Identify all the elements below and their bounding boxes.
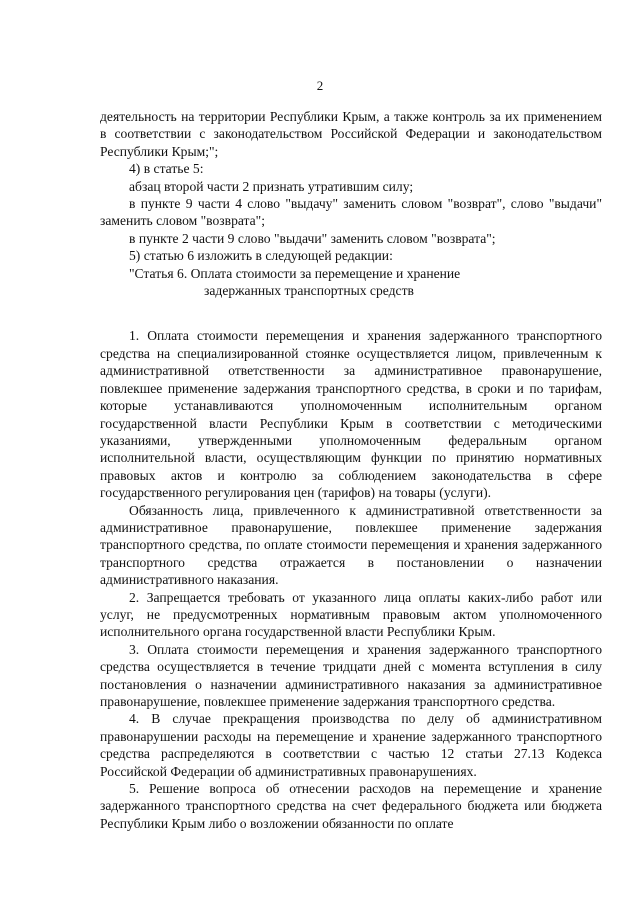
paragraph: в пункте 2 части 9 слово "выдачи" заменить словом "возврата"; [129,230,496,246]
paragraph: в пункте 9 части 4 слово "выдачу" заменить словом "возврат", слово "выдачи" заменить словом "возврата"; [100,196,602,229]
article-paragraph: 5. Решение вопроса об отнесении расходов на перемещение и хранение задержанного транспортного средства на счет федерального бюджета или бюджета Республики Крым либо о возложении обязанности по оплате [100,781,602,831]
article-paragraph: Обязанность лица, привлеченного к административной ответственности за административное правонарушение, повлекшее применение задержания транспортного средства, по оплате стоимости перемещения и хранения задержанного транспортного средства отражается в постановлении о назначении административного наказания. [100,502,602,588]
paragraph: 5) статью 6 изложить в следующей редакции: [129,248,393,264]
paragraph: 4) в статье 5: [129,161,204,177]
paragraph: абзац второй части 2 признать утратившим силу; [129,178,414,194]
article-paragraph: 2. Запрещается требовать от указанного лица оплаты каких-либо работ или услуг, не предусмотренных нормативным правовым актом уполномоченного исполнительного органа государственной власти Республики Крым. [100,589,602,640]
article-heading-continuation: задержанных транспортных средств [204,283,414,299]
article-paragraph: 3. Оплата стоимости перемещения и хранения задержанного транспортного средства осуществляется в течение тридцати дней с момента вступления в силу постановления о назначении административного наказания за административное правонарушение, повлекшее применение задержания транспортного средства. [100,641,602,709]
page-number: 2 [316,78,324,93]
preceding-text [100,108,602,832]
article-paragraph: 1. Оплата стоимости перемещения и хранения задержанного транспортного средства на специализированной стоянке осуществляется лицом, привлеченным к административной ответственности за административное правонарушение, повлекшее применение задержания транспортного средства, в сроки и по тарифам, которые устанавливаются уполномоченным исполнительным органом государственной власти Республики Крым в соответствии с методическими указаниями, утвержденными уполномоченным федеральным органом исполнительной власти, осуществляющим функции по принятию нормативных правовых актов и контролю за соблюдением законодательства в сфере государственного регулирования цен (тарифов) на товары (услуги). [100,328,602,501]
article-heading: "Статья 6. Оплата стоимости за перемещение и хранение [129,265,461,281]
paragraph: деятельность на территории Республики Крым, а также контроль за их применением в соответствии с законодательством Российской Федерации и законодательством Республики Крым;"; [100,109,602,159]
article-paragraph: 4. В случае прекращения производства по делу об административном правонарушении расходы на перемещение и хранение задержанного транспортного средства распределяются в соответствии с частью 12 статьи 27.13 Кодекса Российской Федерации об административных правонарушениях. [100,711,602,779]
spacer [100,313,602,327]
spacer [100,299,602,313]
